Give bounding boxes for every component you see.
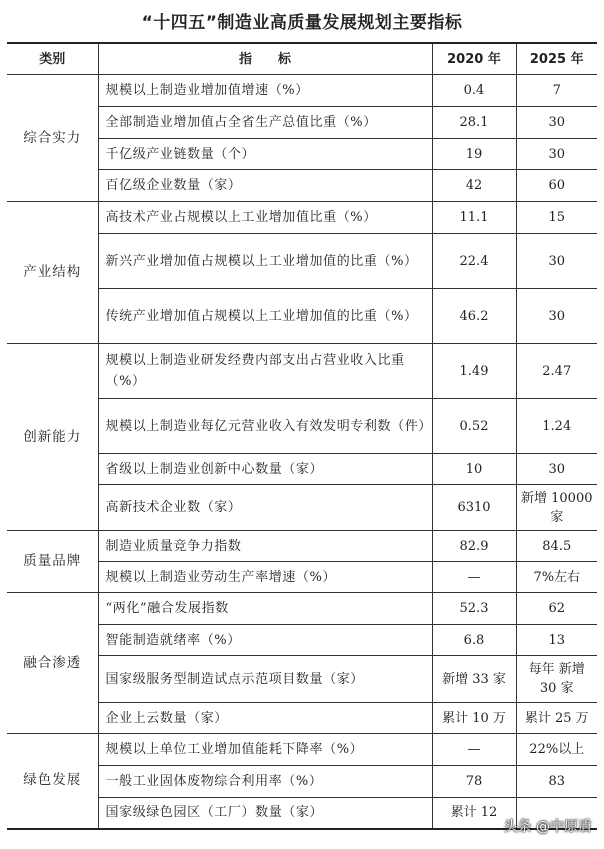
indicator-cell: 企业上云数量（家） — [98, 703, 432, 734]
value-2025: 13 — [516, 625, 597, 656]
indicator-cell: 省级以上制造业创新中心数量（家） — [98, 454, 432, 485]
value-2025: 30 — [516, 454, 597, 485]
value-2025: 15 — [516, 202, 597, 234]
page-title: “十四五”制造业高质量发展规划主要指标 — [141, 13, 463, 33]
indicator-cell: 高新技术企业数（家） — [98, 485, 432, 531]
value-2025: 每年 新增 30 家 — [516, 656, 597, 703]
value-2020: 82.9 — [432, 531, 516, 562]
header-indicator: 指 标 — [98, 43, 432, 75]
indicator-cell: 规模以上制造业增加值增速（%） — [98, 75, 432, 107]
table-row — [7, 344, 597, 399]
header-2020: 2020 年 — [432, 43, 516, 75]
value-2020: 新增 33 家 — [432, 656, 516, 703]
indicator-cell: 规模以上制造业研发经费内部支出占营业收入比重（%） — [98, 344, 432, 399]
value-2020: 6310 — [432, 485, 516, 531]
value-2025: 30 — [516, 289, 597, 344]
table-row — [7, 734, 597, 766]
indicator-cell: 规模以上制造业劳动生产率增速（%） — [98, 562, 432, 593]
category-cell: 产业结构 — [7, 202, 98, 344]
value-2020: — — [432, 562, 516, 593]
value-2020: 累计 10 万 — [432, 703, 516, 734]
category-cell: 质量品牌 — [7, 531, 98, 593]
indicator-cell: 智能制造就绪率（%） — [98, 625, 432, 656]
value-2020: 78 — [432, 766, 516, 798]
watermark: 头条 @中原盾 — [503, 819, 592, 835]
indicator-cell: 全部制造业增加值占全省生产总值比重（%） — [98, 107, 432, 139]
value-2020: 52.3 — [432, 593, 516, 625]
indicator-cell: 一般工业固体废物综合利用率（%） — [98, 766, 432, 798]
value-2020: 累计 12 — [432, 798, 516, 829]
value-2025: 新增 10000 家 — [516, 485, 597, 531]
table-row — [7, 202, 597, 234]
category-cell: 绿色发展 — [7, 734, 98, 829]
value-2025: 7 — [516, 75, 597, 107]
category-cell: 融合渗透 — [7, 593, 98, 734]
value-2020: 0.52 — [432, 399, 516, 454]
indicator-cell: 规模以上单位工业增加值能耗下降率（%） — [98, 734, 432, 766]
indicator-cell: “两化”融合发展指数 — [98, 593, 432, 625]
indicator-cell: 千亿级产业链数量（个） — [98, 139, 432, 170]
value-2025: 1.24 — [516, 399, 597, 454]
indicator-cell: 国家级服务型制造试点示范项目数量（家） — [98, 656, 432, 703]
table-header-row — [7, 43, 597, 75]
value-2020: 6.8 — [432, 625, 516, 656]
table-row — [7, 75, 597, 107]
indicators-table — [7, 42, 597, 830]
table-row — [7, 531, 597, 562]
category-cell: 创新能力 — [7, 344, 98, 531]
value-2025: 累计 25 万 — [516, 703, 597, 734]
value-2025: 30 — [516, 107, 597, 139]
header-2025: 2025 年 — [516, 43, 597, 75]
indicator-cell: 新兴产业增加值占规模以上工业增加值的比重（%） — [98, 234, 432, 289]
value-2025: 60 — [516, 170, 597, 202]
table-row — [7, 593, 597, 625]
indicator-cell: 传统产业增加值占规模以上工业增加值的比重（%） — [98, 289, 432, 344]
value-2025: 22%以上 — [516, 734, 597, 766]
value-2020: 28.1 — [432, 107, 516, 139]
value-2020: 11.1 — [432, 202, 516, 234]
indicator-cell: 高技术产业占规模以上工业增加值比重（%） — [98, 202, 432, 234]
indicator-cell: 百亿级企业数量（家） — [98, 170, 432, 202]
value-2020: 19 — [432, 139, 516, 170]
value-2025: 7%左右 — [516, 562, 597, 593]
value-2020: 0.4 — [432, 75, 516, 107]
value-2020: 1.49 — [432, 344, 516, 399]
value-2025: 83 — [516, 766, 597, 798]
value-2025: 30 — [516, 139, 597, 170]
value-2020: 46.2 — [432, 289, 516, 344]
value-2020: 22.4 — [432, 234, 516, 289]
value-2025: 62 — [516, 593, 597, 625]
indicator-cell: 制造业质量竞争力指数 — [98, 531, 432, 562]
value-2020: — — [432, 734, 516, 766]
header-category: 类别 — [7, 43, 98, 75]
indicator-cell: 国家级绿色园区（工厂）数量（家） — [98, 798, 432, 829]
category-cell: 综合实力 — [7, 75, 98, 202]
indicator-cell: 规模以上制造业每亿元营业收入有效发明专利数（件） — [98, 399, 432, 454]
value-2020: 10 — [432, 454, 516, 485]
value-2025: 30 — [516, 234, 597, 289]
value-2020: 42 — [432, 170, 516, 202]
value-2025: 84.5 — [516, 531, 597, 562]
value-2025: 2.47 — [516, 344, 597, 399]
